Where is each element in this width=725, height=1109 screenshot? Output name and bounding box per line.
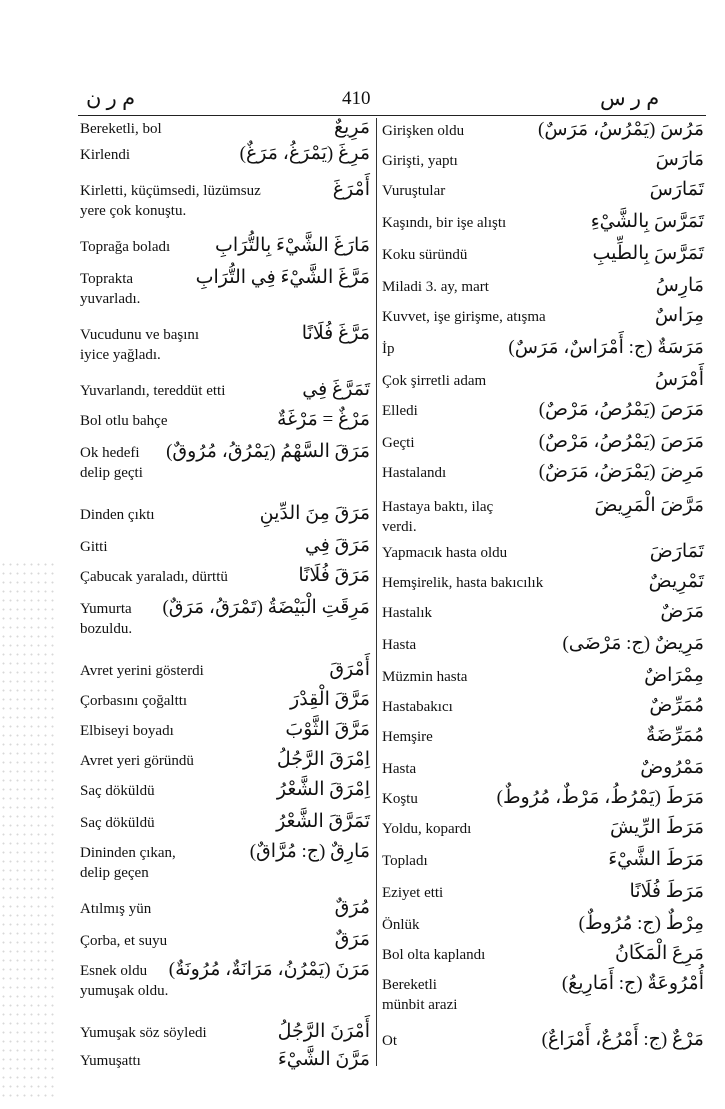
arabic-headword: مَرِعَ الْمَكَانُ [614, 943, 704, 964]
arabic-headword: أَمْرَنَ الرَّجُلُ [277, 1021, 370, 1042]
turkish-definition: Vuruştular [382, 183, 446, 199]
turkish-definition-continued: yuvarladı. [80, 291, 141, 307]
turkish-definition: Yumuşak söz söyledi [80, 1025, 207, 1041]
arabic-headword: مِمْرَاضٌ [644, 665, 704, 686]
turkish-definition: Çorbasını çoğalttı [80, 693, 188, 709]
arabic-headword: مَرَطَ (يَمْرُطُ، مَرْطٌ، مُرُوطٌ) [496, 787, 704, 808]
arabic-headword: مَرَطَ الشَّيْءَ [608, 849, 704, 870]
turkish-definition: Hastalık [382, 605, 432, 621]
arabic-headword: مُرَقٌ [334, 897, 370, 918]
arabic-headword: أَمْرَقَ [329, 659, 370, 680]
arabic-headword: مَرَقٌ [334, 929, 370, 950]
arabic-headword: مَرَّقَ الثَّوْبَ [285, 719, 370, 740]
turkish-definition: Saç döküldü [80, 783, 155, 799]
arabic-headword: تَمَرَّقَ الشَّعْرُ [276, 811, 370, 832]
turkish-definition: Atılmış yün [80, 901, 152, 917]
arabic-headword: مَرِيعٌ [333, 117, 370, 138]
arabic-headword: مَرْغٌ = مَرْغَةٌ [277, 409, 370, 430]
arabic-headword: مَرُسَ (يَمْرُسُ، مَرَسٌ) [538, 119, 704, 140]
arabic-headword: مَرَقَ السَّهْمُ (يَمْرُقُ، مُرُوقٌ) [166, 441, 370, 462]
arabic-headword: مَرَّنَ الشَّيْءَ [277, 1049, 370, 1070]
turkish-definition: Yumurta [80, 601, 132, 617]
arabic-headword: مَرَطَ الرِّيشَ [609, 817, 704, 838]
header-right-letters: م ر س [600, 86, 660, 110]
turkish-definition-continued: delip geçen [80, 865, 149, 881]
arabic-headword: تَمَرَّسَ بِالشَّيْءِ [590, 211, 704, 232]
arabic-headword: مِرْطٌ (ج: مُرُوطٌ) [578, 913, 704, 934]
turkish-definition: Bereketli, bol [80, 121, 162, 137]
turkish-definition: Elbiseyi boyadı [80, 723, 174, 739]
turkish-definition: Hastabakıcı [382, 699, 453, 715]
arabic-headword: مَرَّضَ الْمَرِيضَ [594, 495, 704, 516]
turkish-definition: Çok şirretli adam [382, 373, 487, 389]
turkish-definition: Koku süründü [382, 247, 468, 263]
arabic-headword: تَمَرَّسَ بِالطِّيبِ [592, 243, 704, 264]
arabic-headword: تَمْرِيضٌ [648, 571, 704, 592]
arabic-headword: مَرَسَةٌ (ج: أَمْرَاسٌ، مَرَسٌ) [508, 337, 704, 358]
turkish-definition: Hastaya baktı, ilaç [382, 499, 494, 515]
turkish-definition: Bereketli [382, 977, 437, 993]
turkish-definition: Yuvarlandı, tereddüt etti [80, 383, 226, 399]
turkish-definition: Bol otlu bahçe [80, 413, 168, 429]
turkish-definition: Miladi 3. ay, mart [382, 279, 489, 295]
scan-speckle [0, 560, 56, 1100]
turkish-definition: Kaşındı, bir işe alıştı [382, 215, 507, 231]
turkish-definition: Dininden çıkan, [80, 845, 176, 861]
arabic-headword: أَمْرَغَ [332, 179, 370, 200]
turkish-definition-continued: verdi. [382, 519, 417, 535]
turkish-definition: Çabucak yaraladı, dürttü [80, 569, 228, 585]
turkish-definition: Gitti [80, 539, 108, 555]
column-divider [376, 118, 377, 1066]
turkish-definition: Toprağa boladı [80, 239, 171, 255]
arabic-headword: مَارَسَ [655, 149, 704, 170]
turkish-definition: Hemşire [382, 729, 433, 745]
turkish-definition: Ok hedefi [80, 445, 140, 461]
arabic-headword: مَارِقٌ (ج: مُرَّاقٌ) [249, 841, 370, 862]
arabic-headword: تَمَرَّغَ فِي [302, 379, 370, 400]
arabic-headword: مَرَّقَ الْقِدْرَ [290, 689, 370, 710]
turkish-definition: Esnek oldu [80, 963, 148, 979]
arabic-headword: مَارَغَ الشَّيْءَ بِالتُّرَابِ [214, 235, 370, 256]
turkish-definition: Topladı [382, 853, 428, 869]
arabic-headword: مَرَصَ (يَمْرُصُ، مَرْصٌ) [538, 431, 704, 452]
header-left-letters: م ر ن [86, 86, 136, 110]
turkish-definition: Elledi [382, 403, 418, 419]
arabic-headword: مَرَقَ فُلَانًا [298, 565, 370, 586]
turkish-definition: Yapmacık hasta oldu [382, 545, 508, 561]
turkish-definition-continued: yere çok konuştu. [80, 203, 187, 219]
turkish-definition-continued: yumuşak oldu. [80, 983, 169, 999]
turkish-definition: Toprakta [80, 271, 134, 287]
turkish-definition: Saç döküldü [80, 815, 155, 831]
turkish-definition: Hastalandı [382, 465, 447, 481]
turkish-definition: Girişken oldu [382, 123, 465, 139]
turkish-definition: Önlük [382, 917, 420, 933]
turkish-definition: Geçti [382, 435, 415, 451]
arabic-headword: مَمْرُوضٌ [640, 757, 704, 778]
turkish-definition: Hemşirelik, hasta bakıcılık [382, 575, 544, 591]
arabic-headword: مَرِغَ (يَمْرَغُ، مَرَغٌ) [239, 143, 370, 164]
turkish-definition: Müzmin hasta [382, 669, 468, 685]
turkish-definition-continued: delip geçti [80, 465, 143, 481]
arabic-headword: مَرِضَ (يَمْرَضُ، مَرَضٌ) [538, 461, 704, 482]
arabic-headword: تَمَارَسَ [649, 179, 704, 200]
arabic-headword: مَرَصَ (يَمْرُصُ، مَرْصٌ) [538, 399, 704, 420]
turkish-definition: Koştu [382, 791, 418, 807]
arabic-headword: مَرَقَ فِي [304, 535, 370, 556]
turkish-definition: Kirletti, küçümsedi, lüzümsuz [80, 183, 261, 199]
turkish-definition: İp [382, 341, 395, 357]
arabic-headword: مَرَنَ (يَمْرُنُ، مَرَانَةٌ، مُرُونَةٌ) [168, 959, 370, 980]
arabic-headword: مَرَضٌ [660, 601, 704, 622]
turkish-definition: Avret yeri göründü [80, 753, 194, 769]
page-number: 410 [342, 88, 371, 109]
arabic-headword: مَرَقَ مِنَ الدِّينِ [259, 503, 370, 524]
arabic-headword: اِمْرَقَ الشَّعْرُ [276, 779, 370, 800]
arabic-headword: مَرَطَ فُلَانًا [629, 881, 704, 902]
turkish-definition: Çorba, et suyu [80, 933, 168, 949]
arabic-headword: مَرَّغَ فُلَانًا [301, 323, 370, 344]
arabic-headword: مِرَاسٌ [654, 305, 704, 326]
turkish-definition: Avret yerini gösterdi [80, 663, 204, 679]
arabic-headword: مَرِيضٌ (ج: مَرْضَى) [562, 633, 704, 654]
turkish-definition: Yoldu, kopardı [382, 821, 472, 837]
turkish-definition: Kirlendi [80, 147, 130, 163]
turkish-definition: Girişti, yaptı [382, 153, 458, 169]
turkish-definition: Vucudunu ve başını [80, 327, 200, 343]
arabic-headword: أُمْرُوعَةٌ (ج: أَمَارِيعُ) [561, 973, 704, 994]
arabic-headword: مُمَرِّضَةٌ [646, 725, 704, 746]
header-rule [78, 115, 706, 116]
turkish-definition: Ot [382, 1033, 397, 1049]
arabic-headword: مَارِسُ [655, 275, 704, 296]
turkish-definition: Kuvvet, işe girişme, atışma [382, 309, 546, 325]
turkish-definition-continued: münbit arazi [382, 997, 458, 1013]
arabic-headword: مَرْعٌ (ج: أَمْرُعٌ، أَمْرَاعٌ) [541, 1029, 704, 1050]
turkish-definition: Eziyet etti [382, 885, 444, 901]
arabic-headword: اِمْرَقَ الرَّجُلُ [276, 749, 370, 770]
arabic-headword: مَرِقَتِ الْبَيْضَةُ (تَمْرَقُ، مَرَقٌ) [162, 597, 370, 618]
turkish-definition-continued: iyice yağladı. [80, 347, 161, 363]
turkish-definition: Dinden çıktı [80, 507, 155, 523]
turkish-definition: Hasta [382, 761, 417, 777]
arabic-headword: مُمَرِّضٌ [649, 695, 704, 716]
turkish-definition-continued: bozuldu. [80, 621, 133, 637]
turkish-definition: Hasta [382, 637, 417, 653]
turkish-definition: Yumuşattı [80, 1053, 141, 1069]
arabic-headword: أَمْرَسُ [654, 369, 704, 390]
arabic-headword: تَمَارَضَ [649, 541, 704, 562]
turkish-definition: Bol olta kaplandı [382, 947, 486, 963]
arabic-headword: مَرَّغَ الشَّيْءَ فِي التُّرَابِ [195, 267, 370, 288]
